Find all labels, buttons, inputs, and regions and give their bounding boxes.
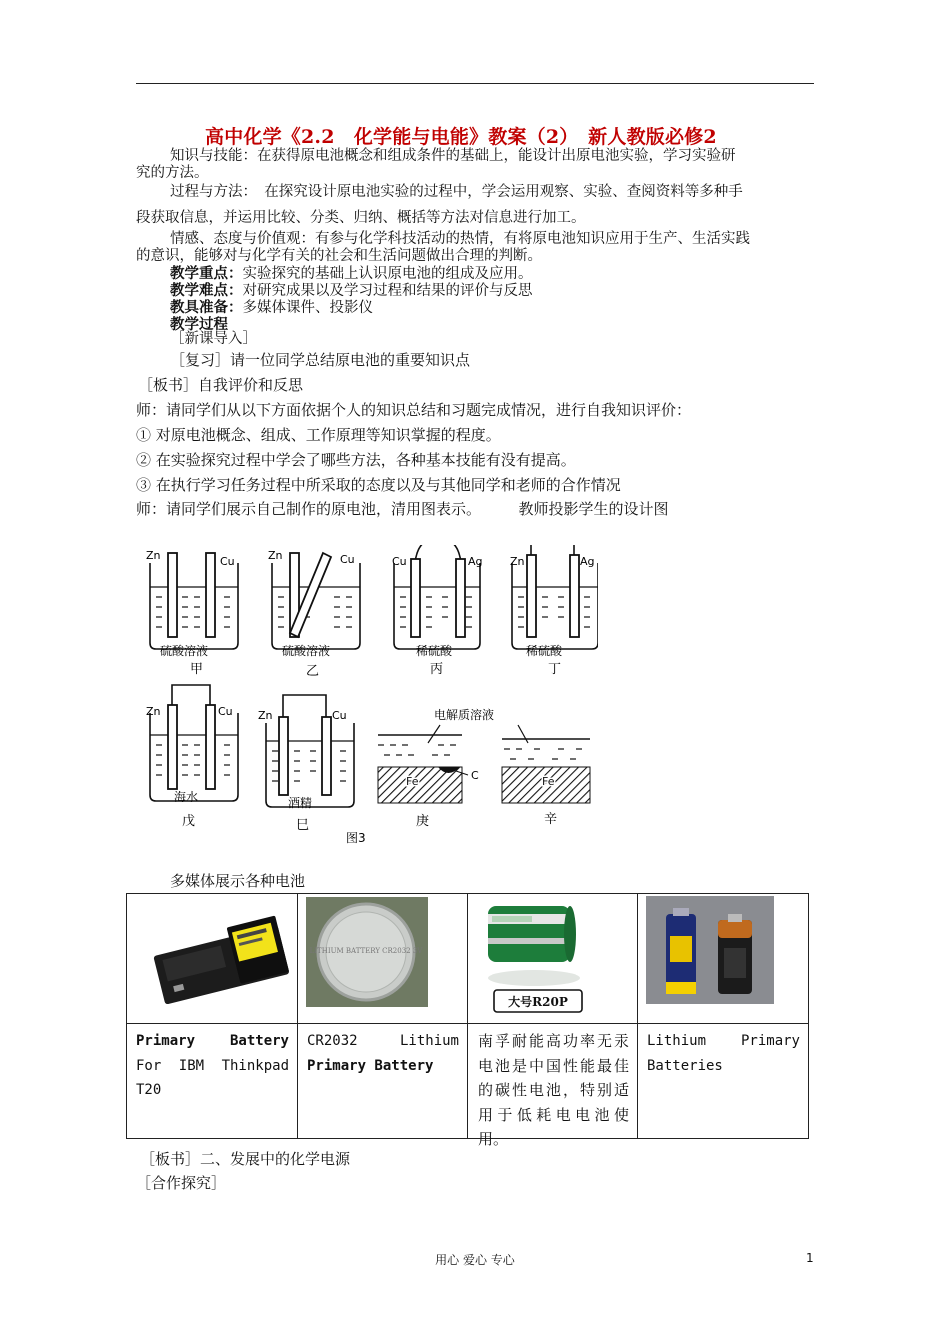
- caption-4-line-1b: Primary: [740, 1033, 800, 1049]
- cell-si-right-electrode: Cu: [332, 709, 347, 722]
- battery-caption-cell-2: [298, 1024, 468, 1139]
- difficulty: [170, 282, 533, 300]
- lithium-batteries-image: [646, 896, 774, 1004]
- cell-wu-left-electrode: Zn: [146, 705, 161, 718]
- emotion-line-2: 的意识，能够对与化学有关的社会和生活问题做出合理的判断。: [136, 248, 542, 264]
- multimedia-line: 多媒体展示各种电池: [170, 872, 306, 890]
- figure-label: 图3: [346, 831, 366, 845]
- r20p-battery-image: [480, 898, 600, 1018]
- cell-jia-right-electrode: Cu: [220, 555, 235, 568]
- caption-2-line-1a: CR2032: [307, 1033, 358, 1049]
- caption-4-line-1a: Lithium: [647, 1033, 707, 1049]
- cell-ding-left-electrode: Zn: [510, 555, 525, 568]
- cell-bing-name: 丙: [430, 662, 444, 677]
- battery-caption-cell-1: [127, 1024, 298, 1139]
- coin-battery-text: LITHIUM BATTERY CR2032 3V: [309, 947, 423, 955]
- page-title: 高中化学《2.2 化学能与电能》教案（2） 新人教版必修2: [205, 126, 717, 148]
- cell-bing: [392, 545, 483, 677]
- caption-2-line-1b: Lithium: [399, 1033, 459, 1049]
- caption-3-line-3: 的碳性电池，特别适: [478, 1081, 629, 1099]
- cell-si: [258, 695, 354, 833]
- cell-si-left-electrode: Zn: [258, 709, 273, 722]
- difficulty-text: 对研究成果以及学习过程和结果的评价与反思: [242, 283, 533, 299]
- cell-jia-solution: 硫酸溶液: [160, 644, 209, 658]
- cell-jia-name: 甲: [190, 662, 204, 677]
- knowledge-line-1: 知识与技能：在获得原电池概念和组成条件的基础上，能设计出原电池实验，学习实验研: [170, 148, 736, 164]
- cell-ding-name: 丁: [548, 662, 562, 677]
- caption-4-line-2: Batteries: [647, 1057, 723, 1074]
- cell-geng-solution-label: 电解质溶液: [434, 708, 495, 722]
- cell-si-name: 巳: [296, 818, 310, 833]
- process-line-2: 段获取信息，并运用比较、分类、归纳、概括等方法对信息进行加工。: [136, 210, 586, 226]
- cell-yi-left-electrode: Zn: [268, 549, 283, 562]
- caption-3-line-2: 电池是中国性能最佳: [478, 1056, 629, 1075]
- cell-xin-metal: Fe: [542, 775, 555, 788]
- key-point-label: 教学重点：: [170, 265, 243, 282]
- header-rule: [136, 83, 814, 84]
- cell-ding: [510, 545, 598, 677]
- r20p-label: 大号R20P: [508, 995, 568, 1009]
- battery-image-cell-4: [638, 894, 809, 1024]
- cell-yi-right-electrode: Cu: [340, 553, 355, 566]
- board-line-2: ［板书］二、发展中的化学电源: [140, 1150, 351, 1168]
- knowledge-line-2: 究的方法。: [136, 165, 209, 181]
- cell-wu-right-electrode: Cu: [218, 705, 233, 718]
- coin-battery-image: [306, 897, 428, 1007]
- list-item-2: ② 在实验探究过程中学会了哪些方法，各种基本技能有没有提高。: [136, 451, 576, 469]
- cell-wu: [146, 685, 238, 829]
- battery-caption-row: [127, 1024, 809, 1139]
- process-line-1: 过程与方法： 在探究设计原电池实验的过程中，学会运用观察、实验、查阅资料等多种手: [170, 184, 743, 200]
- cell-geng-carbon: C: [471, 769, 479, 782]
- cell-xin-name: 辛: [544, 812, 558, 827]
- cell-yi-name: 乙: [306, 664, 320, 679]
- cell-geng: [378, 707, 494, 829]
- caption-1-line-2b: IBM: [178, 1057, 205, 1074]
- cell-yi: [268, 549, 360, 679]
- cooperative-inquiry: ［合作探究］: [136, 1174, 227, 1192]
- cell-jia: [146, 549, 238, 677]
- cell-geng-metal: Fe: [406, 775, 419, 788]
- caption-1-line-2a: For: [136, 1057, 162, 1074]
- cell-ding-solution: 稀硫酸: [526, 644, 563, 658]
- caption-3-line-4: 用于低耗电电池使: [478, 1105, 629, 1124]
- caption-3-line-5: 用。: [478, 1130, 509, 1148]
- emotion-line-1: 情感、态度与价值观：有参与化学科技活动的热情，有将原电池知识应用于生产、生活实践: [170, 231, 750, 247]
- difficulty-label: 教学难点：: [170, 282, 243, 299]
- teacher-line-2: 师：请同学们展示自己制作的原电池，清用图表示。 教师投影学生的设计图: [136, 500, 669, 518]
- cell-wu-name: 戊: [182, 814, 196, 829]
- battery-image-cell-2: [298, 894, 468, 1024]
- caption-1-line-2c: Thinkpad: [221, 1057, 289, 1074]
- list-item-3: ③ 在执行学习任务过程中所采取的态度以及与其他同学和老师的合作情况: [136, 476, 621, 494]
- key-point: [170, 265, 533, 283]
- board-line-1: ［板书］自我评价和反思: [138, 376, 304, 394]
- laptop-battery-image: [145, 900, 295, 1010]
- process-heading: 教学过程: [170, 316, 228, 333]
- caption-1-line-1a: Primary: [136, 1033, 196, 1049]
- cell-yi-solution: 硫酸溶液: [282, 644, 331, 658]
- page-footer: 用心 爱心 专心: [435, 1253, 515, 1267]
- teacher-line-1: 师：请同学们从以下方面依据个人的知识总结和习题完成情况，进行自我知识评价：: [136, 401, 692, 419]
- list-item-1: ① 对原电池概念、组成、工作原理等知识掌握的程度。: [136, 426, 501, 444]
- battery-caption-cell-4: [638, 1024, 809, 1139]
- cell-ding-right-electrode: Ag: [580, 555, 595, 568]
- cell-si-solution: 酒精: [288, 796, 313, 810]
- battery-image-cell-1: [127, 894, 298, 1024]
- cell-bing-left-electrode: Cu: [392, 555, 407, 568]
- galvanic-cells-figure: [138, 545, 598, 850]
- cell-bing-solution: 稀硫酸: [416, 644, 453, 658]
- preparation: [170, 299, 373, 317]
- preparation-label: 教具准备：: [170, 299, 243, 316]
- battery-table: [126, 893, 809, 1148]
- cell-xin: [502, 725, 590, 827]
- new-lesson-intro: ［新课导入］: [170, 331, 257, 347]
- key-point-text: 实验探究的基础上认识原电池的组成及应用。: [242, 266, 533, 282]
- caption-1-line-1b: Battery: [229, 1033, 289, 1049]
- caption-3-line-1: 南孚耐能高功率无汞: [478, 1032, 629, 1050]
- caption-1-line-3: T20: [136, 1082, 162, 1098]
- battery-image-cell-3: [468, 894, 638, 1024]
- cell-bing-right-electrode: Ag: [468, 555, 483, 568]
- caption-2-line-2: Primary Battery: [307, 1057, 434, 1074]
- cell-wu-solution: 海水: [174, 790, 199, 804]
- battery-caption-cell-3: [468, 1024, 638, 1148]
- review-line: ［复习］请一位同学总结原电池的重要知识点: [170, 351, 471, 369]
- cell-geng-name: 庚: [416, 814, 430, 829]
- preparation-text: 多媒体课件、投影仪: [242, 300, 373, 316]
- cell-jia-left-electrode: Zn: [146, 549, 161, 562]
- page-number: 1: [806, 1251, 814, 1265]
- battery-image-row: [127, 894, 809, 1024]
